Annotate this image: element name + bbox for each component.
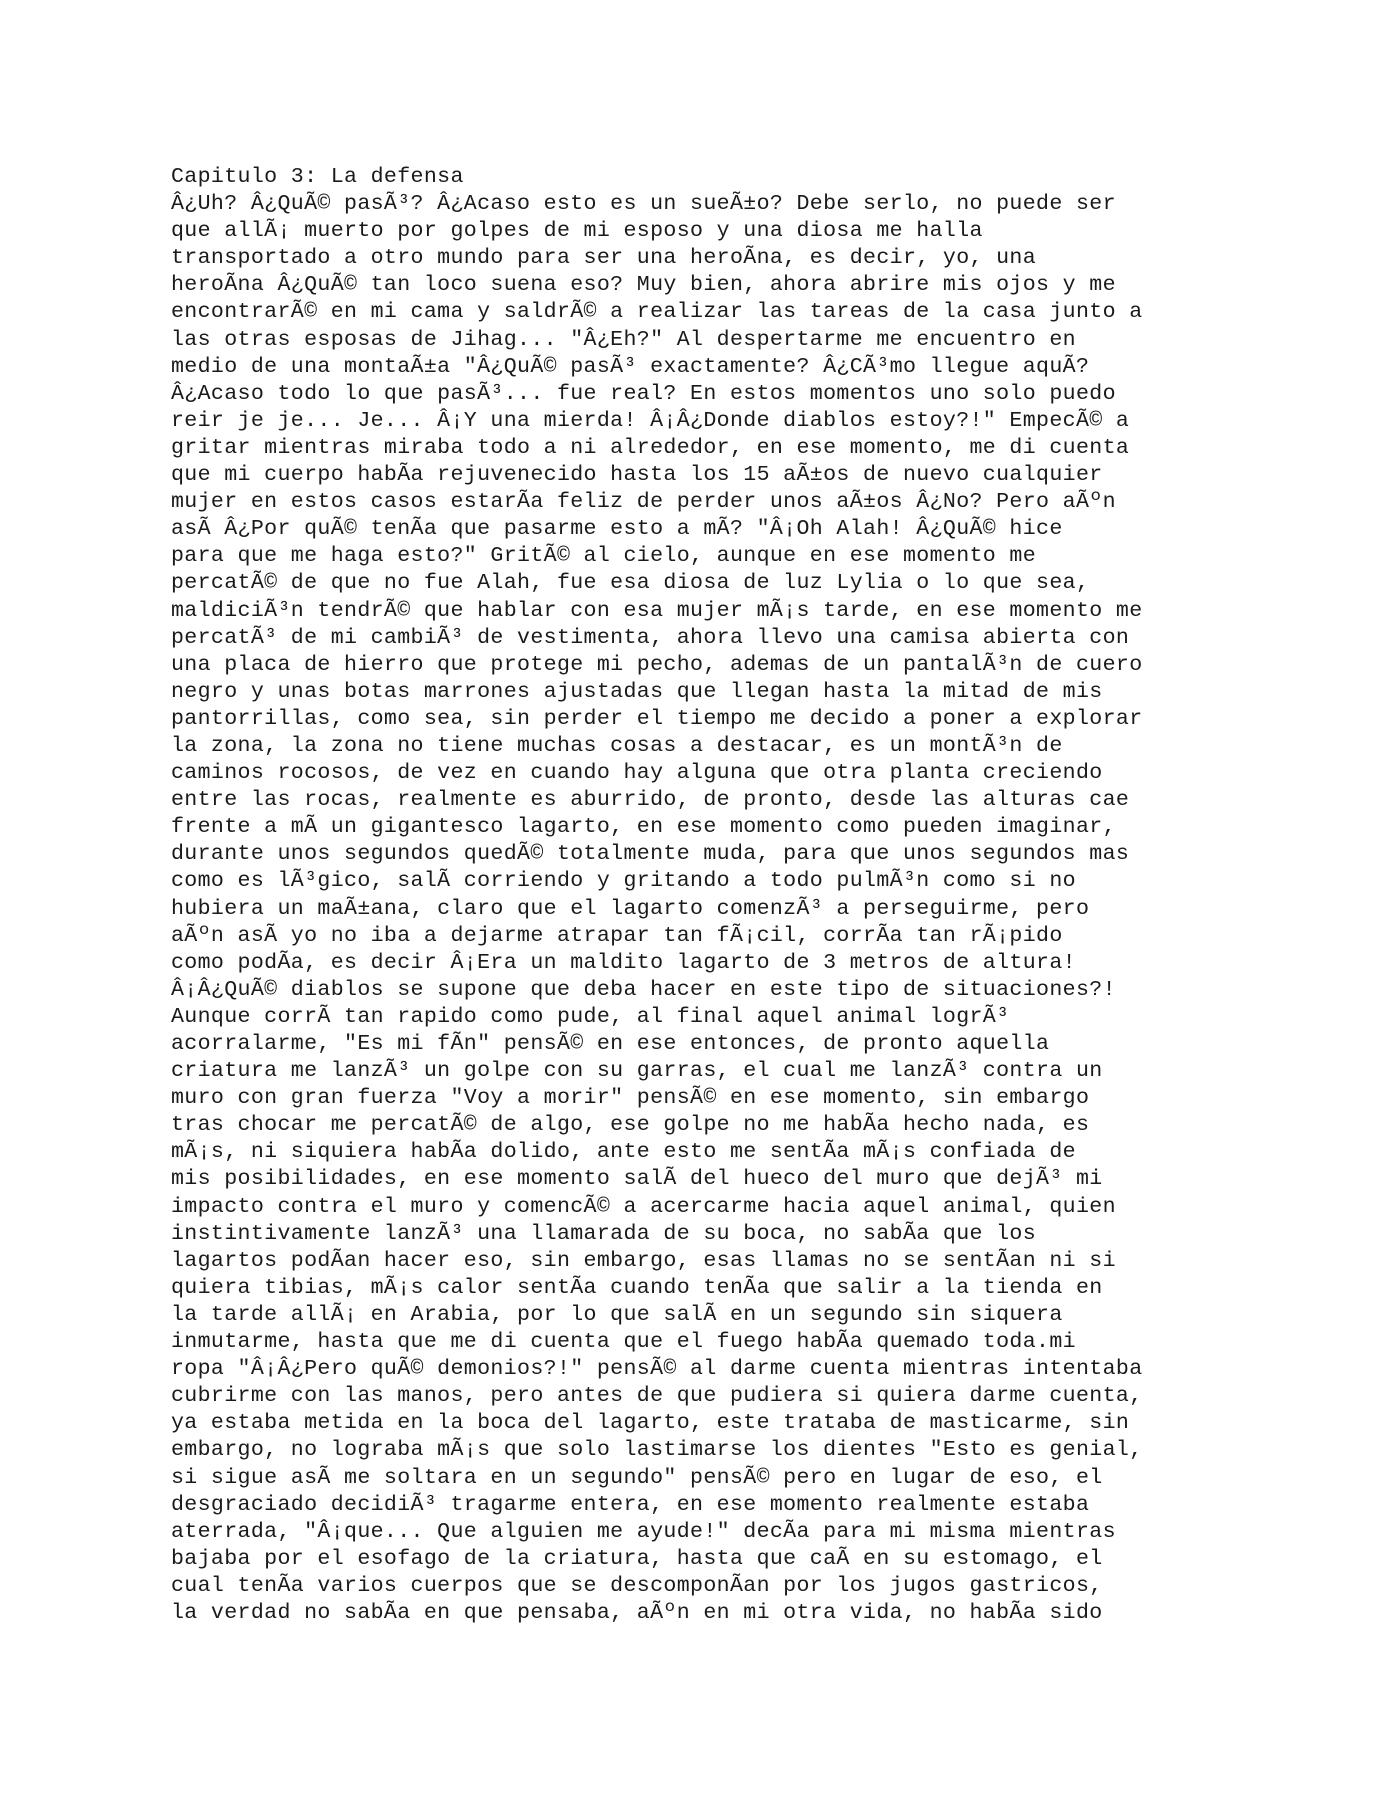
text-line: asÃ Â¿Por quÃ© tenÃa que pasarme esto a mÃ? "Â¡Oh Alah! Â¿QuÃ© hice xyxy=(171,517,1063,542)
text-line: la verdad no sabÃa en que pensaba, aÃºn en mi otra vida, no habÃa sido xyxy=(171,1600,1103,1625)
text-line: transportado a otro mundo para ser una heroÃna, es decir, yo, una xyxy=(171,246,1037,271)
text-line: mis posibilidades, en ese momento salÃ del hueco del muro que dejÃ³ mi xyxy=(171,1167,1103,1192)
text-line: encontrarÃ© en mi cama y saldrÃ© a realizar las tareas de la casa junto a xyxy=(171,300,1143,325)
text-line: ropa "Â¡Â¿Pero quÃ© demonios?!" pensÃ© al darme cuenta mientras intentaba xyxy=(171,1357,1143,1382)
text-line: la zona, la zona no tiene muchas cosas a destacar, es un montÃ³n de xyxy=(171,733,1063,758)
text-line: inmutarme, hasta que me di cuenta que el fuego habÃa quemado toda.mi xyxy=(171,1330,1076,1355)
text-line: una placa de hierro que protege mi pecho, ademas de un pantalÃ³n de cuero xyxy=(171,652,1143,677)
text-line: acorralarme, "Es mi fÃn" pensÃ© en ese entonces, de pronto aquella xyxy=(171,1032,1050,1056)
text-line: aÃºn asÃ yo no iba a dejarme atrapar tan fÃ¡cil, corrÃa tan rÃ¡pido xyxy=(171,923,1063,948)
text-line: frente a mÃ un gigantesco lagarto, en ese momento como pueden imaginar, xyxy=(171,815,1116,840)
text-line: muro con gran fuerza "Voy a morir" pensÃ© en ese momento, sin embargo xyxy=(171,1086,1090,1111)
text-line: como podÃa, es decir Â¡Era un maldito lagarto de 3 metros de altura! xyxy=(171,950,1076,975)
text-line: negro y unas botas marrones ajustadas que llegan hasta la mitad de mis xyxy=(171,679,1103,704)
text-line: que mi cuerpo habÃa rejuvenecido hasta los 15 aÃ±os de nuevo cualquier xyxy=(171,463,1103,488)
text-line: ya estaba metida en la boca del lagarto, este trataba de masticarme, sin xyxy=(171,1411,1130,1436)
text-line: entre las rocas, realmente es aburrido, de pronto, desde las alturas cae xyxy=(171,788,1130,813)
text-line: durante unos segundos quedÃ© totalmente muda, para que unos segundos mas xyxy=(171,842,1130,867)
text-line: medio de una montaÃ±a "Â¿QuÃ© pasÃ³ exactamente? Â¿CÃ³mo llegue aquÃ? xyxy=(171,354,1090,379)
text-line: si sigue asÃ me soltara en un segundo" pensÃ© pero en lugar de eso, el xyxy=(171,1465,1103,1490)
text-line: gritar mientras miraba todo a ni alrededor, en ese momento, me di cuenta xyxy=(171,435,1130,460)
text-line: hubiera un maÃ±ana, claro que el lagarto comenzÃ³ a perseguirme, pero xyxy=(171,896,1090,921)
text-line: quiera tibias, mÃ¡s calor sentÃa cuando tenÃa que salir a la tienda en xyxy=(171,1275,1103,1300)
chapter-title: Capitulo 3: La defensa xyxy=(171,165,464,189)
text-line: Â¿Acaso todo lo que pasÃ³... fue real? En estos momentos uno solo puedo xyxy=(171,381,1116,406)
text-line: reir je je... Je... Â¡Y una mierda! Â¡Â¿Donde diablos estoy?!" EmpecÃ© a xyxy=(171,408,1130,433)
text-line: bajaba por el esofago de la criatura, hasta que caÃ en su estomago, el xyxy=(171,1546,1103,1571)
text-line: instintivamente lanzÃ³ una llamarada de su boca, no sabÃa que los xyxy=(171,1221,1037,1246)
text-line: Aunque corrÃ tan rapido como pude, al final aquel animal logrÃ³ xyxy=(171,1004,1010,1029)
text-line: lagartos podÃan hacer eso, sin embargo, esas llamas no se sentÃan ni si xyxy=(171,1248,1116,1273)
text-line: mÃ¡s, ni siquiera habÃa dolido, ante esto me sentÃa mÃ¡s confiada de xyxy=(171,1140,1076,1165)
text-line: mujer en estos casos estarÃa feliz de perder unos aÃ±os Â¿No? Pero aÃºn xyxy=(171,490,1116,515)
text-line: heroÃna Â¿QuÃ© tan loco suena eso? Muy bien, ahora abrire mis ojos y me xyxy=(171,273,1116,298)
text-line: aterrada, "Â¡que... Que alguien me ayude!" decÃa para mi misma mientras xyxy=(171,1519,1116,1544)
text-line: que allÃ¡ muerto por golpes de mi esposo y una diosa me halla xyxy=(171,219,983,244)
text-line: impacto contra el muro y comencÃ© a acercarme hacia aquel animal, quien xyxy=(171,1194,1116,1219)
text-line: la tarde allÃ¡ en Arabia, por lo que salÃ en un segundo sin siquera xyxy=(171,1302,1063,1327)
text-line: percatÃ© de que no fue Alah, fue esa diosa de luz Lylia o lo que sea, xyxy=(171,571,1090,596)
text-line: percatÃ³ de mi cambiÃ³ de vestimenta, ahora llevo una camisa abierta con xyxy=(171,625,1130,650)
text-line: cubrirme con las manos, pero antes de que pudiera si quiera darme cuenta, xyxy=(171,1384,1143,1409)
text-line: criatura me lanzÃ³ un golpe con su garras, el cual me lanzÃ³ contra un xyxy=(171,1059,1103,1084)
text-line: para que me haga esto?" GritÃ© al cielo, aunque en ese momento me xyxy=(171,544,1037,569)
text-line: caminos rocosos, de vez en cuando hay alguna que otra planta creciendo xyxy=(171,761,1103,786)
text-line: las otras esposas de Jihag... "Â¿Eh?" Al despertarme me encuentro en xyxy=(171,327,1076,352)
text-line: maldiciÃ³n tendrÃ© que hablar con esa mujer mÃ¡s tarde, en ese momento me xyxy=(171,598,1143,623)
text-line: cual tenÃa varios cuerpos que se descomponÃan por los jugos gastricos, xyxy=(171,1573,1103,1598)
text-line: Â¡Â¿QuÃ© diablos se supone que deba hacer en este tipo de situaciones?! xyxy=(171,977,1116,1002)
text-line: desgraciado decidiÃ³ tragarme entera, en ese momento realmente estaba xyxy=(171,1492,1090,1517)
text-line: Â¿Uh? Â¿QuÃ© pasÃ³? Â¿Acaso esto es un sueÃ±o? Debe serlo, no puede ser xyxy=(171,192,1116,217)
document-body xyxy=(171,164,1251,1627)
text-line: embargo, no lograba mÃ¡s que solo lastimarse los dientes "Esto es genial, xyxy=(171,1438,1143,1463)
text-line: pantorrillas, como sea, sin perder el tiempo me decido a poner a explorar xyxy=(171,706,1143,731)
text-line: tras chocar me percatÃ© de algo, ese golpe no me habÃa hecho nada, es xyxy=(171,1113,1090,1138)
text-line: como es lÃ³gico, salÃ corriendo y gritando a todo pulmÃ³n como si no xyxy=(171,869,1076,894)
